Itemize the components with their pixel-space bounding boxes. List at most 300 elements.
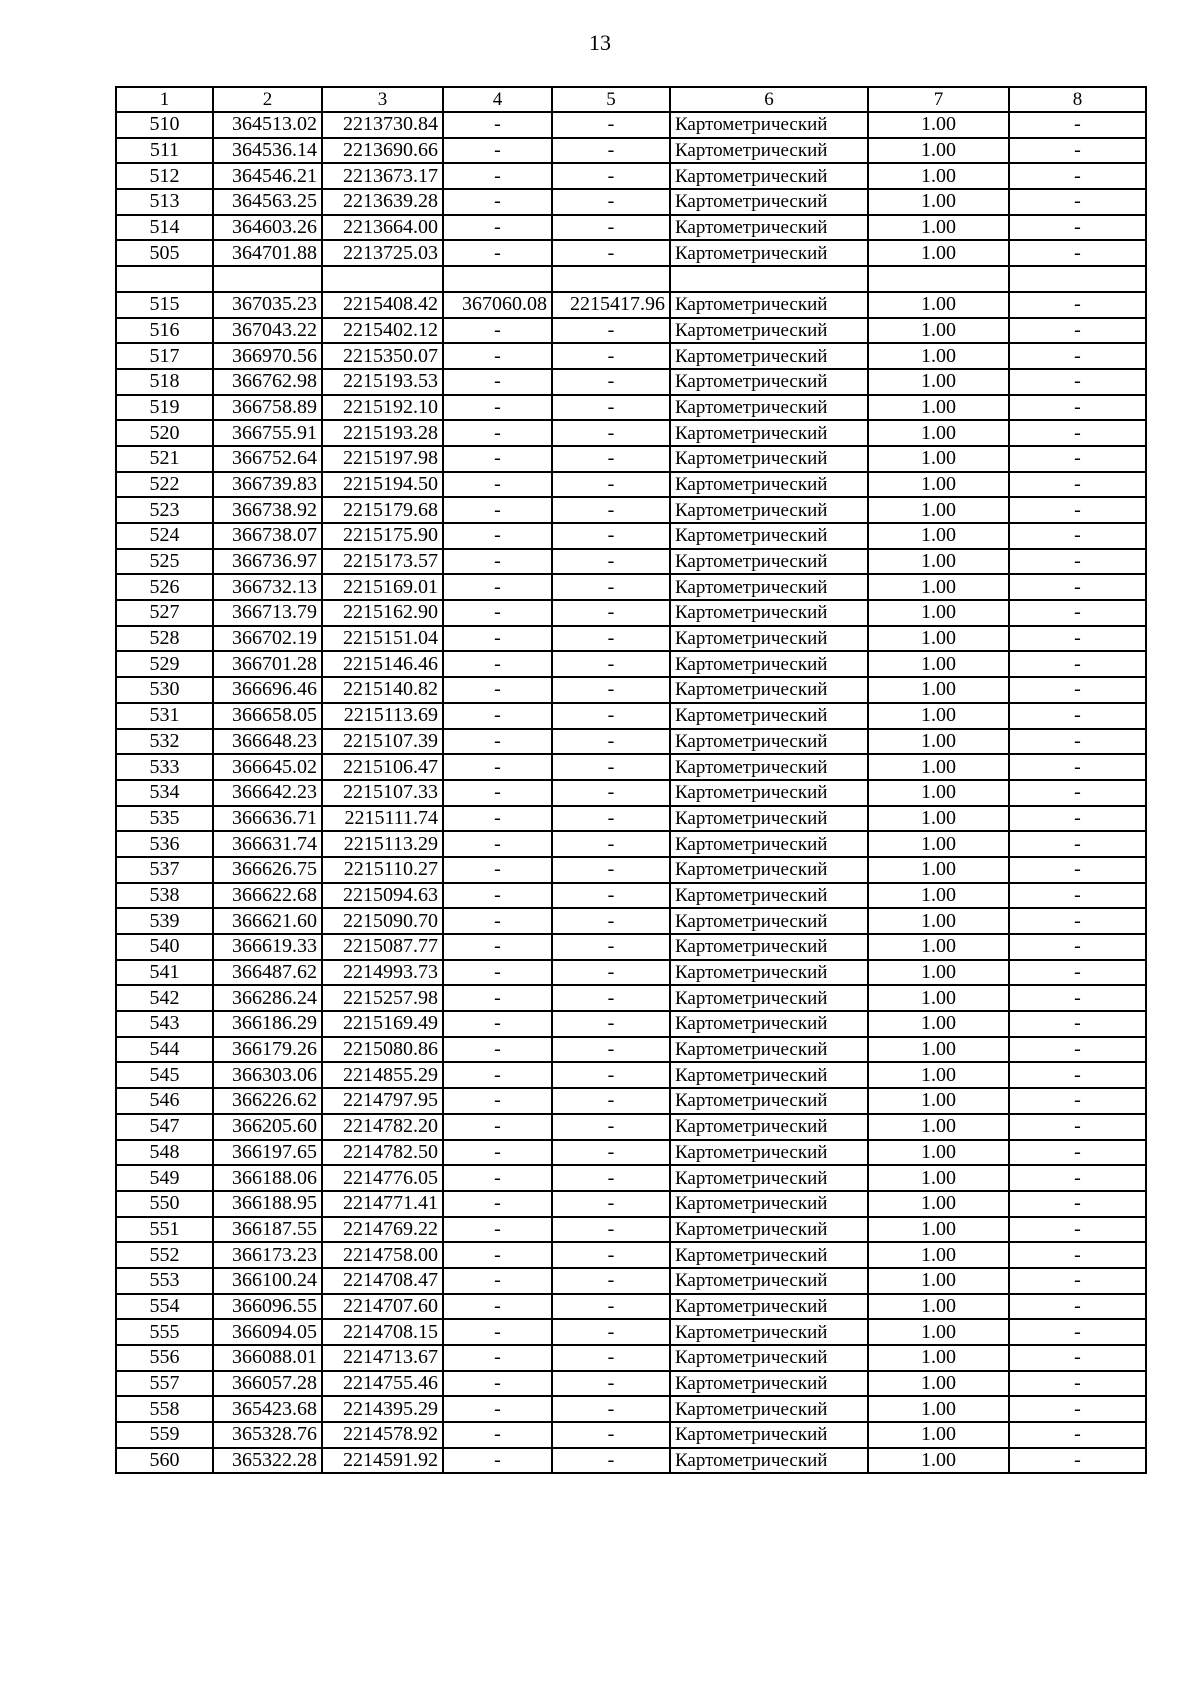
method-cell: Картометрический	[670, 549, 868, 575]
point-number-cell: 505	[116, 240, 213, 266]
x-new-cell: -	[443, 677, 552, 703]
x-new-cell: -	[443, 883, 552, 909]
accuracy-cell: 1.00	[868, 1448, 1009, 1474]
table-row	[116, 240, 1146, 266]
x-new-cell: -	[443, 1165, 552, 1191]
point-number-cell: 558	[116, 1396, 213, 1422]
point-number-cell: 552	[116, 1242, 213, 1268]
note-cell: -	[1009, 1165, 1146, 1191]
x-coordinate-cell: 366642.23	[213, 780, 322, 806]
y-coordinate-cell: 2215169.01	[322, 574, 443, 600]
x-new-cell: -	[443, 395, 552, 421]
point-number-cell: 547	[116, 1114, 213, 1140]
x-coordinate-cell: 366658.05	[213, 703, 322, 729]
method-cell: Картометрический	[670, 1217, 868, 1243]
note-cell: -	[1009, 189, 1146, 215]
point-number-cell: 524	[116, 523, 213, 549]
x-coordinate-cell: 366758.89	[213, 395, 322, 421]
accuracy-cell: 1.00	[868, 240, 1009, 266]
method-cell: Картометрический	[670, 831, 868, 857]
table-row	[116, 266, 1146, 292]
accuracy-cell: 1.00	[868, 163, 1009, 189]
x-new-cell: -	[443, 1345, 552, 1371]
table-row	[116, 1448, 1146, 1474]
method-cell: Картометрический	[670, 1371, 868, 1397]
accuracy-cell: 1.00	[868, 523, 1009, 549]
point-number-cell: 560	[116, 1448, 213, 1474]
point-number-cell: 545	[116, 1062, 213, 1088]
accuracy-cell: 1.00	[868, 574, 1009, 600]
y-new-cell: -	[552, 1037, 670, 1063]
y-new-cell: -	[552, 934, 670, 960]
note-cell: -	[1009, 420, 1146, 446]
table-row	[116, 1396, 1146, 1422]
table-row	[116, 1242, 1146, 1268]
method-cell: Картометрический	[670, 1140, 868, 1166]
y-coordinate-cell: 2215113.29	[322, 831, 443, 857]
y-coordinate-cell: 2215090.70	[322, 908, 443, 934]
table-row	[116, 780, 1146, 806]
note-cell: -	[1009, 138, 1146, 164]
table-row	[116, 523, 1146, 549]
note-cell: -	[1009, 292, 1146, 318]
y-coordinate-cell: 2213725.03	[322, 240, 443, 266]
table-row	[116, 1088, 1146, 1114]
x-coordinate-cell: 366619.33	[213, 934, 322, 960]
y-new-cell: -	[552, 446, 670, 472]
x-coordinate-cell: 366100.24	[213, 1268, 322, 1294]
x-coordinate-cell: 366094.05	[213, 1319, 322, 1345]
point-number-cell: 551	[116, 1217, 213, 1243]
method-cell: Картометрический	[670, 600, 868, 626]
table-row	[116, 1165, 1146, 1191]
y-new-cell: -	[552, 806, 670, 832]
method-cell: Картометрический	[670, 1294, 868, 1320]
point-number-cell: 525	[116, 549, 213, 575]
table-row	[116, 985, 1146, 1011]
y-new-cell: -	[552, 857, 670, 883]
accuracy-cell: 1.00	[868, 1242, 1009, 1268]
y-coordinate-cell: 2214708.47	[322, 1268, 443, 1294]
note-cell: -	[1009, 240, 1146, 266]
table-row	[116, 651, 1146, 677]
point-number-cell: 516	[116, 318, 213, 344]
x-new-cell: -	[443, 1140, 552, 1166]
y-new-cell: -	[552, 1396, 670, 1422]
note-cell: -	[1009, 497, 1146, 523]
accuracy-cell: 1.00	[868, 1062, 1009, 1088]
x-coordinate-cell: 366970.56	[213, 343, 322, 369]
note-cell: -	[1009, 112, 1146, 138]
x-new-cell: -	[443, 600, 552, 626]
point-number-cell: 521	[116, 446, 213, 472]
table-row	[116, 472, 1146, 498]
note-cell: -	[1009, 600, 1146, 626]
table-row	[116, 1191, 1146, 1217]
point-number-cell: 534	[116, 780, 213, 806]
x-new-cell: -	[443, 472, 552, 498]
accuracy-cell: 1.00	[868, 343, 1009, 369]
y-coordinate-cell: 2214591.92	[322, 1448, 443, 1474]
y-new-cell: -	[552, 626, 670, 652]
table-row	[116, 112, 1146, 138]
point-number-cell: 530	[116, 677, 213, 703]
table-body	[116, 112, 1146, 1473]
point-number-cell: 515	[116, 292, 213, 318]
note-cell: -	[1009, 369, 1146, 395]
accuracy-cell: 1.00	[868, 138, 1009, 164]
y-coordinate-cell: 2215140.82	[322, 677, 443, 703]
x-coordinate-cell: 366096.55	[213, 1294, 322, 1320]
y-coordinate-cell: 2214771.41	[322, 1191, 443, 1217]
column-header-6: 6	[670, 87, 868, 112]
accuracy-cell: 1.00	[868, 1165, 1009, 1191]
x-new-cell: -	[443, 1191, 552, 1217]
table-row	[116, 1345, 1146, 1371]
x-coordinate-cell: 366713.79	[213, 600, 322, 626]
accuracy-cell: 1.00	[868, 960, 1009, 986]
y-new-cell: -	[552, 780, 670, 806]
point-number-cell: 527	[116, 600, 213, 626]
y-coordinate-cell: 2215175.90	[322, 523, 443, 549]
method-cell: Картометрический	[670, 729, 868, 755]
method-cell: Картометрический	[670, 523, 868, 549]
y-coordinate-cell: 2215194.50	[322, 472, 443, 498]
coordinates-table	[115, 86, 1147, 1474]
accuracy-cell: 1.00	[868, 395, 1009, 421]
x-coordinate-cell: 366636.71	[213, 806, 322, 832]
x-new-cell: -	[443, 1294, 552, 1320]
y-coordinate-cell: 2214776.05	[322, 1165, 443, 1191]
point-number-cell	[116, 266, 213, 292]
x-coordinate-cell: 366762.98	[213, 369, 322, 395]
point-number-cell: 542	[116, 985, 213, 1011]
accuracy-cell: 1.00	[868, 472, 1009, 498]
point-number-cell: 556	[116, 1345, 213, 1371]
x-coordinate-cell: 366648.23	[213, 729, 322, 755]
x-coordinate-cell: 366186.29	[213, 1011, 322, 1037]
method-cell: Картометрический	[670, 395, 868, 421]
note-cell: -	[1009, 1268, 1146, 1294]
y-coordinate-cell: 2215350.07	[322, 343, 443, 369]
accuracy-cell: 1.00	[868, 1396, 1009, 1422]
method-cell: Картометрический	[670, 960, 868, 986]
method-cell: Картометрический	[670, 1165, 868, 1191]
column-header-7: 7	[868, 87, 1009, 112]
x-new-cell: -	[443, 138, 552, 164]
y-new-cell: -	[552, 472, 670, 498]
x-coordinate-cell: 366738.07	[213, 523, 322, 549]
y-coordinate-cell: 2214797.95	[322, 1088, 443, 1114]
method-cell: Картометрический	[670, 497, 868, 523]
method-cell: Картометрический	[670, 1448, 868, 1474]
accuracy-cell: 1.00	[868, 729, 1009, 755]
table-row	[116, 1268, 1146, 1294]
y-new-cell: -	[552, 754, 670, 780]
point-number-cell: 550	[116, 1191, 213, 1217]
y-new-cell: -	[552, 138, 670, 164]
x-coordinate-cell: 366188.95	[213, 1191, 322, 1217]
accuracy-cell: 1.00	[868, 600, 1009, 626]
x-new-cell: -	[443, 1371, 552, 1397]
x-coordinate-cell: 367043.22	[213, 318, 322, 344]
table-row	[116, 626, 1146, 652]
y-new-cell: -	[552, 343, 670, 369]
y-new-cell: -	[552, 189, 670, 215]
accuracy-cell: 1.00	[868, 1371, 1009, 1397]
y-new-cell: -	[552, 1422, 670, 1448]
y-new-cell: -	[552, 395, 670, 421]
method-cell: Картометрический	[670, 1088, 868, 1114]
y-coordinate-cell: 2215192.10	[322, 395, 443, 421]
method-cell: Картометрический	[670, 472, 868, 498]
x-new-cell: -	[443, 908, 552, 934]
note-cell: -	[1009, 574, 1146, 600]
x-coordinate-cell: 366738.92	[213, 497, 322, 523]
page-number: 13	[589, 30, 611, 55]
accuracy-cell: 1.00	[868, 446, 1009, 472]
table-row	[116, 729, 1146, 755]
x-coordinate-cell: 366645.02	[213, 754, 322, 780]
y-new-cell: 2215417.96	[552, 292, 670, 318]
x-coordinate-cell: 366739.83	[213, 472, 322, 498]
accuracy-cell: 1.00	[868, 754, 1009, 780]
method-cell: Картометрический	[670, 651, 868, 677]
point-number-cell: 541	[116, 960, 213, 986]
x-new-cell: -	[443, 343, 552, 369]
y-new-cell: -	[552, 215, 670, 241]
method-cell: Картометрический	[670, 883, 868, 909]
column-header-4: 4	[443, 87, 552, 112]
method-cell: Картометрический	[670, 1319, 868, 1345]
y-new-cell: -	[552, 163, 670, 189]
point-number-cell: 511	[116, 138, 213, 164]
table-row	[116, 1140, 1146, 1166]
accuracy-cell: 1.00	[868, 1294, 1009, 1320]
note-cell: -	[1009, 754, 1146, 780]
accuracy-cell: 1.00	[868, 1011, 1009, 1037]
x-new-cell: -	[443, 857, 552, 883]
y-coordinate-cell: 2215162.90	[322, 600, 443, 626]
x-coordinate-cell: 366179.26	[213, 1037, 322, 1063]
point-number-cell: 546	[116, 1088, 213, 1114]
accuracy-cell: 1.00	[868, 857, 1009, 883]
x-new-cell: -	[443, 163, 552, 189]
table-row	[116, 806, 1146, 832]
point-number-cell: 553	[116, 1268, 213, 1294]
y-new-cell: -	[552, 1268, 670, 1294]
column-header-1: 1	[116, 87, 213, 112]
table-row	[116, 934, 1146, 960]
y-coordinate-cell: 2214755.46	[322, 1371, 443, 1397]
x-coordinate-cell: 366303.06	[213, 1062, 322, 1088]
y-coordinate-cell: 2214708.15	[322, 1319, 443, 1345]
table-row	[116, 292, 1146, 318]
x-new-cell: -	[443, 1062, 552, 1088]
table-row	[116, 163, 1146, 189]
accuracy-cell: 1.00	[868, 1191, 1009, 1217]
x-new-cell: -	[443, 523, 552, 549]
y-coordinate-cell: 2215193.53	[322, 369, 443, 395]
method-cell	[670, 266, 868, 292]
y-new-cell: -	[552, 1319, 670, 1345]
y-new-cell	[552, 266, 670, 292]
y-new-cell: -	[552, 369, 670, 395]
point-number-cell: 544	[116, 1037, 213, 1063]
x-new-cell: -	[443, 1088, 552, 1114]
note-cell: -	[1009, 1140, 1146, 1166]
y-coordinate-cell: 2215080.86	[322, 1037, 443, 1063]
table-row	[116, 883, 1146, 909]
accuracy-cell: 1.00	[868, 292, 1009, 318]
table-row	[116, 395, 1146, 421]
table-row	[116, 1294, 1146, 1320]
x-coordinate-cell: 366088.01	[213, 1345, 322, 1371]
accuracy-cell: 1.00	[868, 189, 1009, 215]
point-number-cell: 538	[116, 883, 213, 909]
accuracy-cell: 1.00	[868, 806, 1009, 832]
x-new-cell: -	[443, 1217, 552, 1243]
y-coordinate-cell: 2215111.74	[322, 806, 443, 832]
method-cell: Картометрический	[670, 215, 868, 241]
x-new-cell: -	[443, 1037, 552, 1063]
x-new-cell: -	[443, 754, 552, 780]
note-cell: -	[1009, 806, 1146, 832]
x-coordinate-cell: 366701.28	[213, 651, 322, 677]
x-coordinate-cell: 366188.06	[213, 1165, 322, 1191]
note-cell: -	[1009, 1371, 1146, 1397]
x-new-cell: -	[443, 189, 552, 215]
note-cell: -	[1009, 1037, 1146, 1063]
x-new-cell: -	[443, 806, 552, 832]
x-new-cell: -	[443, 1011, 552, 1037]
x-coordinate-cell: 366226.62	[213, 1088, 322, 1114]
y-coordinate-cell: 2215257.98	[322, 985, 443, 1011]
header-row	[116, 87, 1146, 112]
note-cell: -	[1009, 883, 1146, 909]
x-new-cell: -	[443, 574, 552, 600]
y-coordinate-cell: 2215402.12	[322, 318, 443, 344]
y-new-cell: -	[552, 600, 670, 626]
column-header-2: 2	[213, 87, 322, 112]
y-new-cell: -	[552, 729, 670, 755]
note-cell: -	[1009, 1242, 1146, 1268]
x-coordinate-cell: 366621.60	[213, 908, 322, 934]
point-number-cell: 510	[116, 112, 213, 138]
x-new-cell: -	[443, 420, 552, 446]
point-number-cell: 548	[116, 1140, 213, 1166]
y-new-cell: -	[552, 1114, 670, 1140]
y-coordinate-cell: 2215179.68	[322, 497, 443, 523]
x-coordinate-cell: 364603.26	[213, 215, 322, 241]
point-number-cell: 557	[116, 1371, 213, 1397]
point-number-cell: 537	[116, 857, 213, 883]
y-new-cell: -	[552, 1062, 670, 1088]
table-row	[116, 1011, 1146, 1037]
y-coordinate-cell: 2214782.20	[322, 1114, 443, 1140]
method-cell: Картометрический	[670, 1268, 868, 1294]
note-cell: -	[1009, 446, 1146, 472]
y-new-cell: -	[552, 1294, 670, 1320]
x-coordinate-cell: 366752.64	[213, 446, 322, 472]
note-cell: -	[1009, 1191, 1146, 1217]
accuracy-cell: 1.00	[868, 626, 1009, 652]
accuracy-cell: 1.00	[868, 703, 1009, 729]
y-new-cell: -	[552, 985, 670, 1011]
table-row	[116, 677, 1146, 703]
note-cell: -	[1009, 780, 1146, 806]
x-coordinate-cell: 365328.76	[213, 1422, 322, 1448]
table-row	[116, 703, 1146, 729]
accuracy-cell: 1.00	[868, 1217, 1009, 1243]
column-header-3: 3	[322, 87, 443, 112]
note-cell: -	[1009, 857, 1146, 883]
y-new-cell: -	[552, 574, 670, 600]
y-new-cell: -	[552, 960, 670, 986]
method-cell: Картометрический	[670, 1037, 868, 1063]
point-number-cell: 543	[116, 1011, 213, 1037]
y-new-cell: -	[552, 1448, 670, 1474]
table-row	[116, 1037, 1146, 1063]
table-row	[116, 318, 1146, 344]
table-row	[116, 189, 1146, 215]
y-new-cell: -	[552, 703, 670, 729]
table-row	[116, 215, 1146, 241]
accuracy-cell: 1.00	[868, 831, 1009, 857]
method-cell: Картометрический	[670, 1396, 868, 1422]
method-cell: Картометрический	[670, 985, 868, 1011]
table-row	[116, 908, 1146, 934]
point-number-cell: 513	[116, 189, 213, 215]
y-coordinate-cell: 2215113.69	[322, 703, 443, 729]
note-cell: -	[1009, 908, 1146, 934]
point-number-cell: 549	[116, 1165, 213, 1191]
x-coordinate-cell: 366702.19	[213, 626, 322, 652]
y-coordinate-cell: 2214855.29	[322, 1062, 443, 1088]
accuracy-cell: 1.00	[868, 420, 1009, 446]
y-new-cell: -	[552, 112, 670, 138]
method-cell: Картометрический	[670, 240, 868, 266]
y-new-cell: -	[552, 1165, 670, 1191]
x-coordinate-cell: 366487.62	[213, 960, 322, 986]
y-new-cell: -	[552, 1011, 670, 1037]
y-new-cell: -	[552, 523, 670, 549]
x-coordinate-cell: 366205.60	[213, 1114, 322, 1140]
y-coordinate-cell: 2215094.63	[322, 883, 443, 909]
x-coordinate-cell	[213, 266, 322, 292]
table-row	[116, 1422, 1146, 1448]
x-new-cell: -	[443, 318, 552, 344]
y-coordinate-cell: 2213730.84	[322, 112, 443, 138]
accuracy-cell: 1.00	[868, 318, 1009, 344]
note-cell: -	[1009, 1396, 1146, 1422]
note-cell: -	[1009, 1217, 1146, 1243]
table-row	[116, 1371, 1146, 1397]
x-coordinate-cell: 366696.46	[213, 677, 322, 703]
x-new-cell: -	[443, 831, 552, 857]
y-new-cell: -	[552, 883, 670, 909]
y-coordinate-cell: 2214993.73	[322, 960, 443, 986]
table-row	[116, 754, 1146, 780]
table-row	[116, 600, 1146, 626]
note-cell: -	[1009, 549, 1146, 575]
table-row	[116, 1114, 1146, 1140]
x-new-cell: -	[443, 934, 552, 960]
method-cell: Картометрический	[670, 292, 868, 318]
point-number-cell: 517	[116, 343, 213, 369]
note-cell: -	[1009, 1062, 1146, 1088]
point-number-cell: 528	[116, 626, 213, 652]
